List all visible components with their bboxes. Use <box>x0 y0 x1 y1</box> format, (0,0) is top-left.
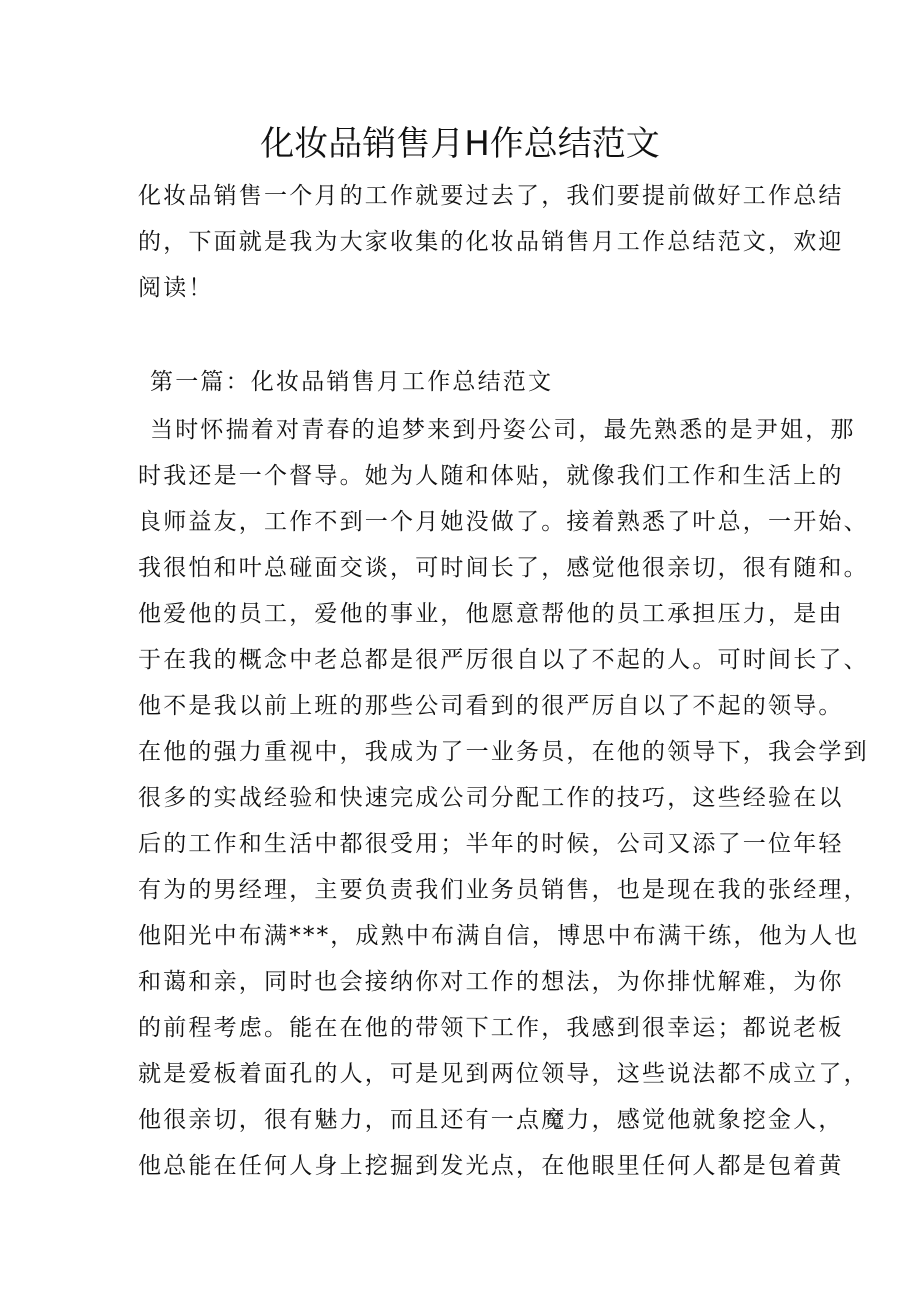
body-line-12: 他阳光中布满***，成熟中布满自信，博思中布满干练，他为人也 <box>138 923 860 949</box>
body-line-3: 良师益友，工作不到一个月她没做了。接着熟悉了叶总，一开始、 <box>138 509 869 535</box>
document-title: 化妆品销售月H作总结范文 <box>260 124 660 164</box>
body-line-11: 有为的男经理，主要负责我们业务员销售，也是现在我的张经理， <box>138 877 869 903</box>
body-line-4: 我很怕和叶总碰面交谈，可时间长了，感觉他很亲切，很有随和。 <box>138 555 869 581</box>
body-line-9: 很多的实战经验和快速完成公司分配工作的技巧，这些经验在以 <box>138 785 844 811</box>
body-line-7: 他不是我以前上班的那些公司看到的很严厉自以了不起的领导。 <box>138 693 844 719</box>
intro-line-3: 阅读！ <box>138 275 214 301</box>
body-line-8: 在他的强力重视中，我成为了一业务员，在他的领导下，我会学到 <box>138 739 869 765</box>
intro-line-2: 的，下面就是我为大家收集的化妆品销售月工作总结范文，欢迎 <box>138 229 844 255</box>
body-line-2: 时我还是一个督导。她为人随和体贴，就像我们工作和生活上的 <box>138 463 844 489</box>
body-line-16: 他很亲切，很有魅力，而且还有一点魔力，感觉他就象挖金人， <box>138 1107 844 1133</box>
body-line-1: 当时怀揣着对青春的追梦来到丹姿公司，最先熟悉的是尹姐，那 <box>150 417 856 443</box>
body-line-6: 于在我的概念中老总都是很严厉很自以了不起的人。可时间长了、 <box>138 647 869 673</box>
body-line-10: 后的工作和生活中都很受用；半年的时候，公司又添了一位年轻 <box>138 831 844 857</box>
body-line-13: 和蔼和亲，同时也会接纳你对工作的想法，为你排忧解难，为你 <box>138 969 844 995</box>
body-line-15: 就是爱板着面孔的人，可是见到两位领导，这些说法都不成立了， <box>138 1061 869 1087</box>
body-line-5: 他爱他的员工，爱他的事业，他愿意帮他的员工承担压力，是由 <box>138 601 844 627</box>
section-heading: 第一篇：化妆品销售月工作总结范文 <box>150 369 554 395</box>
intro-line-1: 化妆品销售一个月的工作就要过去了，我们要提前做好工作总结 <box>138 183 844 209</box>
body-line-14: 的前程考虑。能在在他的带领下工作，我感到很幸运；都说老板 <box>138 1015 844 1041</box>
body-line-17: 他总能在任何人身上挖掘到发光点，在他眼里任何人都是包着黄 <box>138 1153 844 1179</box>
